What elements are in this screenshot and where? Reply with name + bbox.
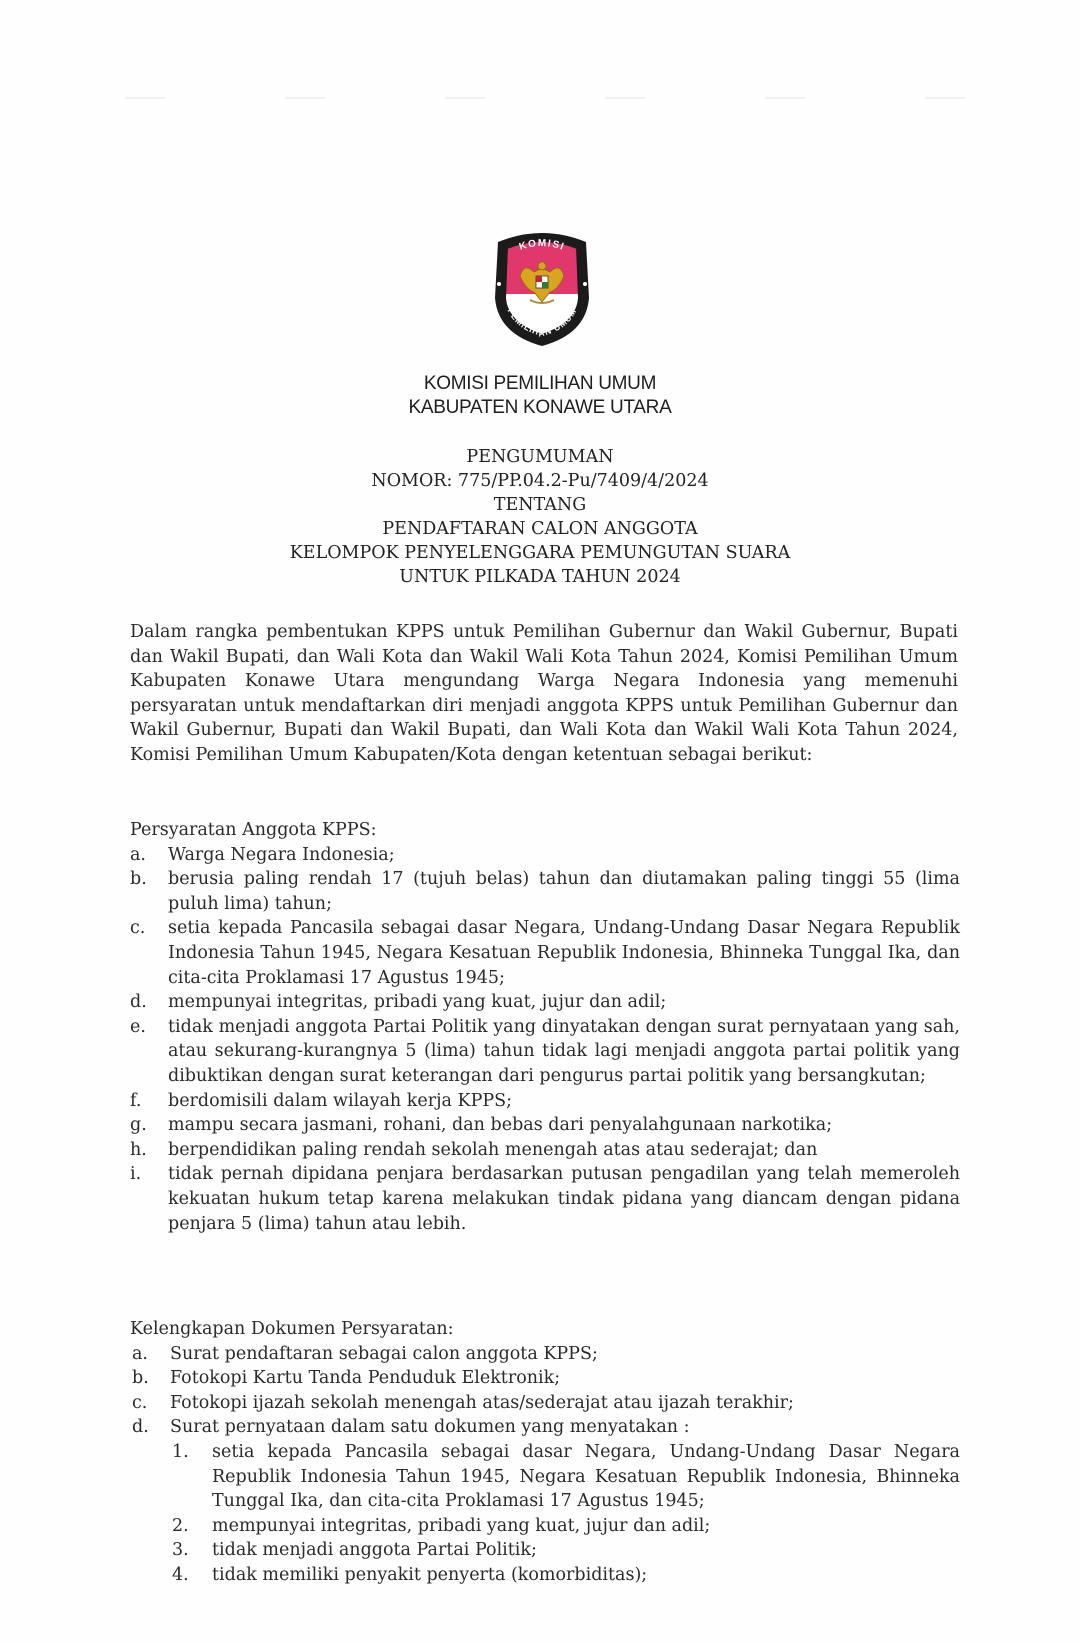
list-marker: i. — [130, 1164, 142, 1185]
list-marker: e. — [130, 1016, 146, 1037]
list-item — [130, 990, 960, 1015]
scan-artifact-line — [125, 97, 985, 99]
list-item — [130, 1113, 960, 1138]
documents-section — [130, 1317, 960, 1588]
list-item — [130, 1089, 960, 1114]
list-marker: h. — [130, 1139, 147, 1160]
sublist-item — [172, 1514, 960, 1539]
list-marker: d. — [130, 992, 147, 1013]
organization-region: KABUPATEN KONAWE UTARA — [408, 397, 672, 418]
list-item-text: setia kepada Pancasila sebagai dasar Negara, Undang-Undang Dasar Negara Republik Indonesia Tahun 1945, Negara Kesatuan Republik Indonesia, Bhinneka Tunggal Ika, dan cita-cita Proklamasi 17 Agustus 1945; — [212, 1441, 960, 1512]
sublist-item — [172, 1538, 960, 1563]
list-item-text: mempunyai integritas, pribadi yang kuat, jujur dan adil; — [212, 1515, 711, 1536]
requirements-list — [130, 843, 960, 1237]
list-marker: c. — [132, 1392, 148, 1413]
organization-name: KOMISI PEMILIHAN UMUM — [423, 373, 657, 394]
list-marker: 3. — [172, 1540, 189, 1561]
list-marker: 2. — [172, 1515, 189, 1536]
list-item-text: setia kepada Pancasila sebagai dasar Negara, Undang-Undang Dasar Negara Republik Indonesia Tahun 1945, Negara Kesatuan Republik Indonesia, Bhinneka Tunggal Ika, dan cita-cita Proklamasi 17 Agustus 1945; — [168, 918, 960, 988]
list-item — [130, 1366, 960, 1391]
list-item-text: Fotokopi ijazah sekolah menengah atas/sederajat atau ijazah terakhir; — [170, 1392, 794, 1413]
intro-text: Dalam rangka pembentukan KPPS untuk Pemilihan Gubernur dan Wakil Gubernur, Bupati dan Wakil Bupati, dan Wali Kota dan Wakil Wali Kota Tahun 2024, Komisi Pemilihan Umum Kabupaten Konawe Utara mengundang Warga Negara Indonesia yang memenuhi persyaratan untuk mendaftarkan diri menjadi anggota KPPS untuk Pemilihan Gubernur dan Wakil Gubernur, Bupati dan Wakil Bupati, dan Wali Kota dan Wakil Wali Kota Tahun 2024, Komisi Pemilihan Umum Kabupaten/Kota dengan ketentuan sebagai berikut: — [130, 622, 958, 765]
list-item-text: tidak menjadi anggota Partai Politik yang dinyatakan dengan surat pernyataan yang sah, atau sekurang-kurangnya 5 (lima) tahun tidak lagi menjadi anggota partai politik yang dibuktikan dengan surat keterangan dari pengurus partai politik yang bersangkutan; — [168, 1016, 960, 1086]
list-item-text: tidak memiliki penyakit penyerta (komorbiditas); — [212, 1564, 648, 1585]
list-marker: f. — [130, 1090, 142, 1111]
announcement-title — [0, 445, 1080, 589]
title-subject-3: UNTUK PILKADA TAHUN 2024 — [399, 567, 681, 587]
list-item-text: mempunyai integritas, pribadi yang kuat, jujur dan adil; — [168, 992, 667, 1013]
list-item-text: Surat pernyataan dalam satu dokumen yang menyatakan : — [170, 1417, 690, 1438]
list-item-text: tidak pernah dipidana penjara berdasarkan putusan pengadilan yang telah memeroleh kekuatan hukum tetap karena melakukan tindak pidana yang diancam dengan pidana penjara 5 (lima) tahun atau lebih. — [168, 1164, 960, 1234]
svg-text:PEMILIHAN UMUM: PEMILIHAN UMUM — [505, 306, 579, 339]
title-announcement: PENGUMUMAN — [466, 447, 614, 467]
list-item-text: Surat pendaftaran sebagai calon anggota KPPS; — [170, 1343, 598, 1364]
list-marker: c. — [130, 918, 146, 939]
list-marker: d. — [132, 1417, 149, 1438]
list-item — [130, 867, 960, 916]
list-marker: g. — [130, 1115, 147, 1136]
svg-text:KOMISI: KOMISI — [517, 237, 567, 253]
sublist-item — [172, 1440, 960, 1514]
list-item — [130, 916, 960, 990]
list-marker: 4. — [172, 1564, 189, 1585]
list-marker: b. — [130, 869, 147, 890]
list-item — [130, 1415, 960, 1440]
list-item-text: berdomisili dalam wilayah kerja KPPS; — [168, 1090, 513, 1111]
title-about: TENTANG — [493, 495, 587, 515]
intro-paragraph — [130, 620, 958, 768]
requirements-heading: Persyaratan Anggota KPPS: — [130, 820, 377, 840]
list-marker: b. — [132, 1368, 149, 1389]
list-item — [130, 1162, 960, 1236]
sublist-item — [172, 1563, 960, 1588]
list-item — [130, 1342, 960, 1367]
title-number: NOMOR: 775/PP.04.2-Pu/7409/4/2024 — [371, 471, 709, 491]
list-marker: a. — [130, 844, 146, 865]
statement-sublist — [172, 1440, 960, 1588]
list-item — [130, 1138, 960, 1163]
list-item-text: Warga Negara Indonesia; — [168, 844, 395, 865]
list-marker: 1. — [172, 1441, 189, 1462]
list-item — [130, 1391, 960, 1416]
title-subject-1: PENDAFTARAN CALON ANGGOTA — [382, 519, 698, 539]
documents-heading: Kelengkapan Dokumen Persyaratan: — [130, 1319, 454, 1339]
list-item — [130, 1015, 960, 1089]
list-item-text: mampu secara jasmani, rohani, dan bebas dari penyalahgunaan narkotika; — [168, 1115, 833, 1136]
requirements-section — [130, 818, 960, 1236]
list-item-text: Fotokopi Kartu Tanda Penduduk Elektronik; — [170, 1368, 561, 1389]
documents-list — [130, 1342, 960, 1440]
list-item-text: berpendidikan paling rendah sekolah menengah atas atau sederajat; dan — [168, 1139, 818, 1160]
list-item — [130, 843, 960, 868]
list-marker: a. — [132, 1343, 148, 1364]
list-item-text: tidak menjadi anggota Partai Politik; — [212, 1540, 537, 1561]
title-subject-2: KELOMPOK PENYELENGGARA PEMUNGUTAN SUARA — [289, 543, 791, 563]
list-item-text: berusia paling rendah 17 (tujuh belas) tahun dan diutamakan paling tinggi 55 (lima puluh lima) tahun; — [168, 869, 960, 914]
kpu-logo-icon — [490, 228, 594, 346]
